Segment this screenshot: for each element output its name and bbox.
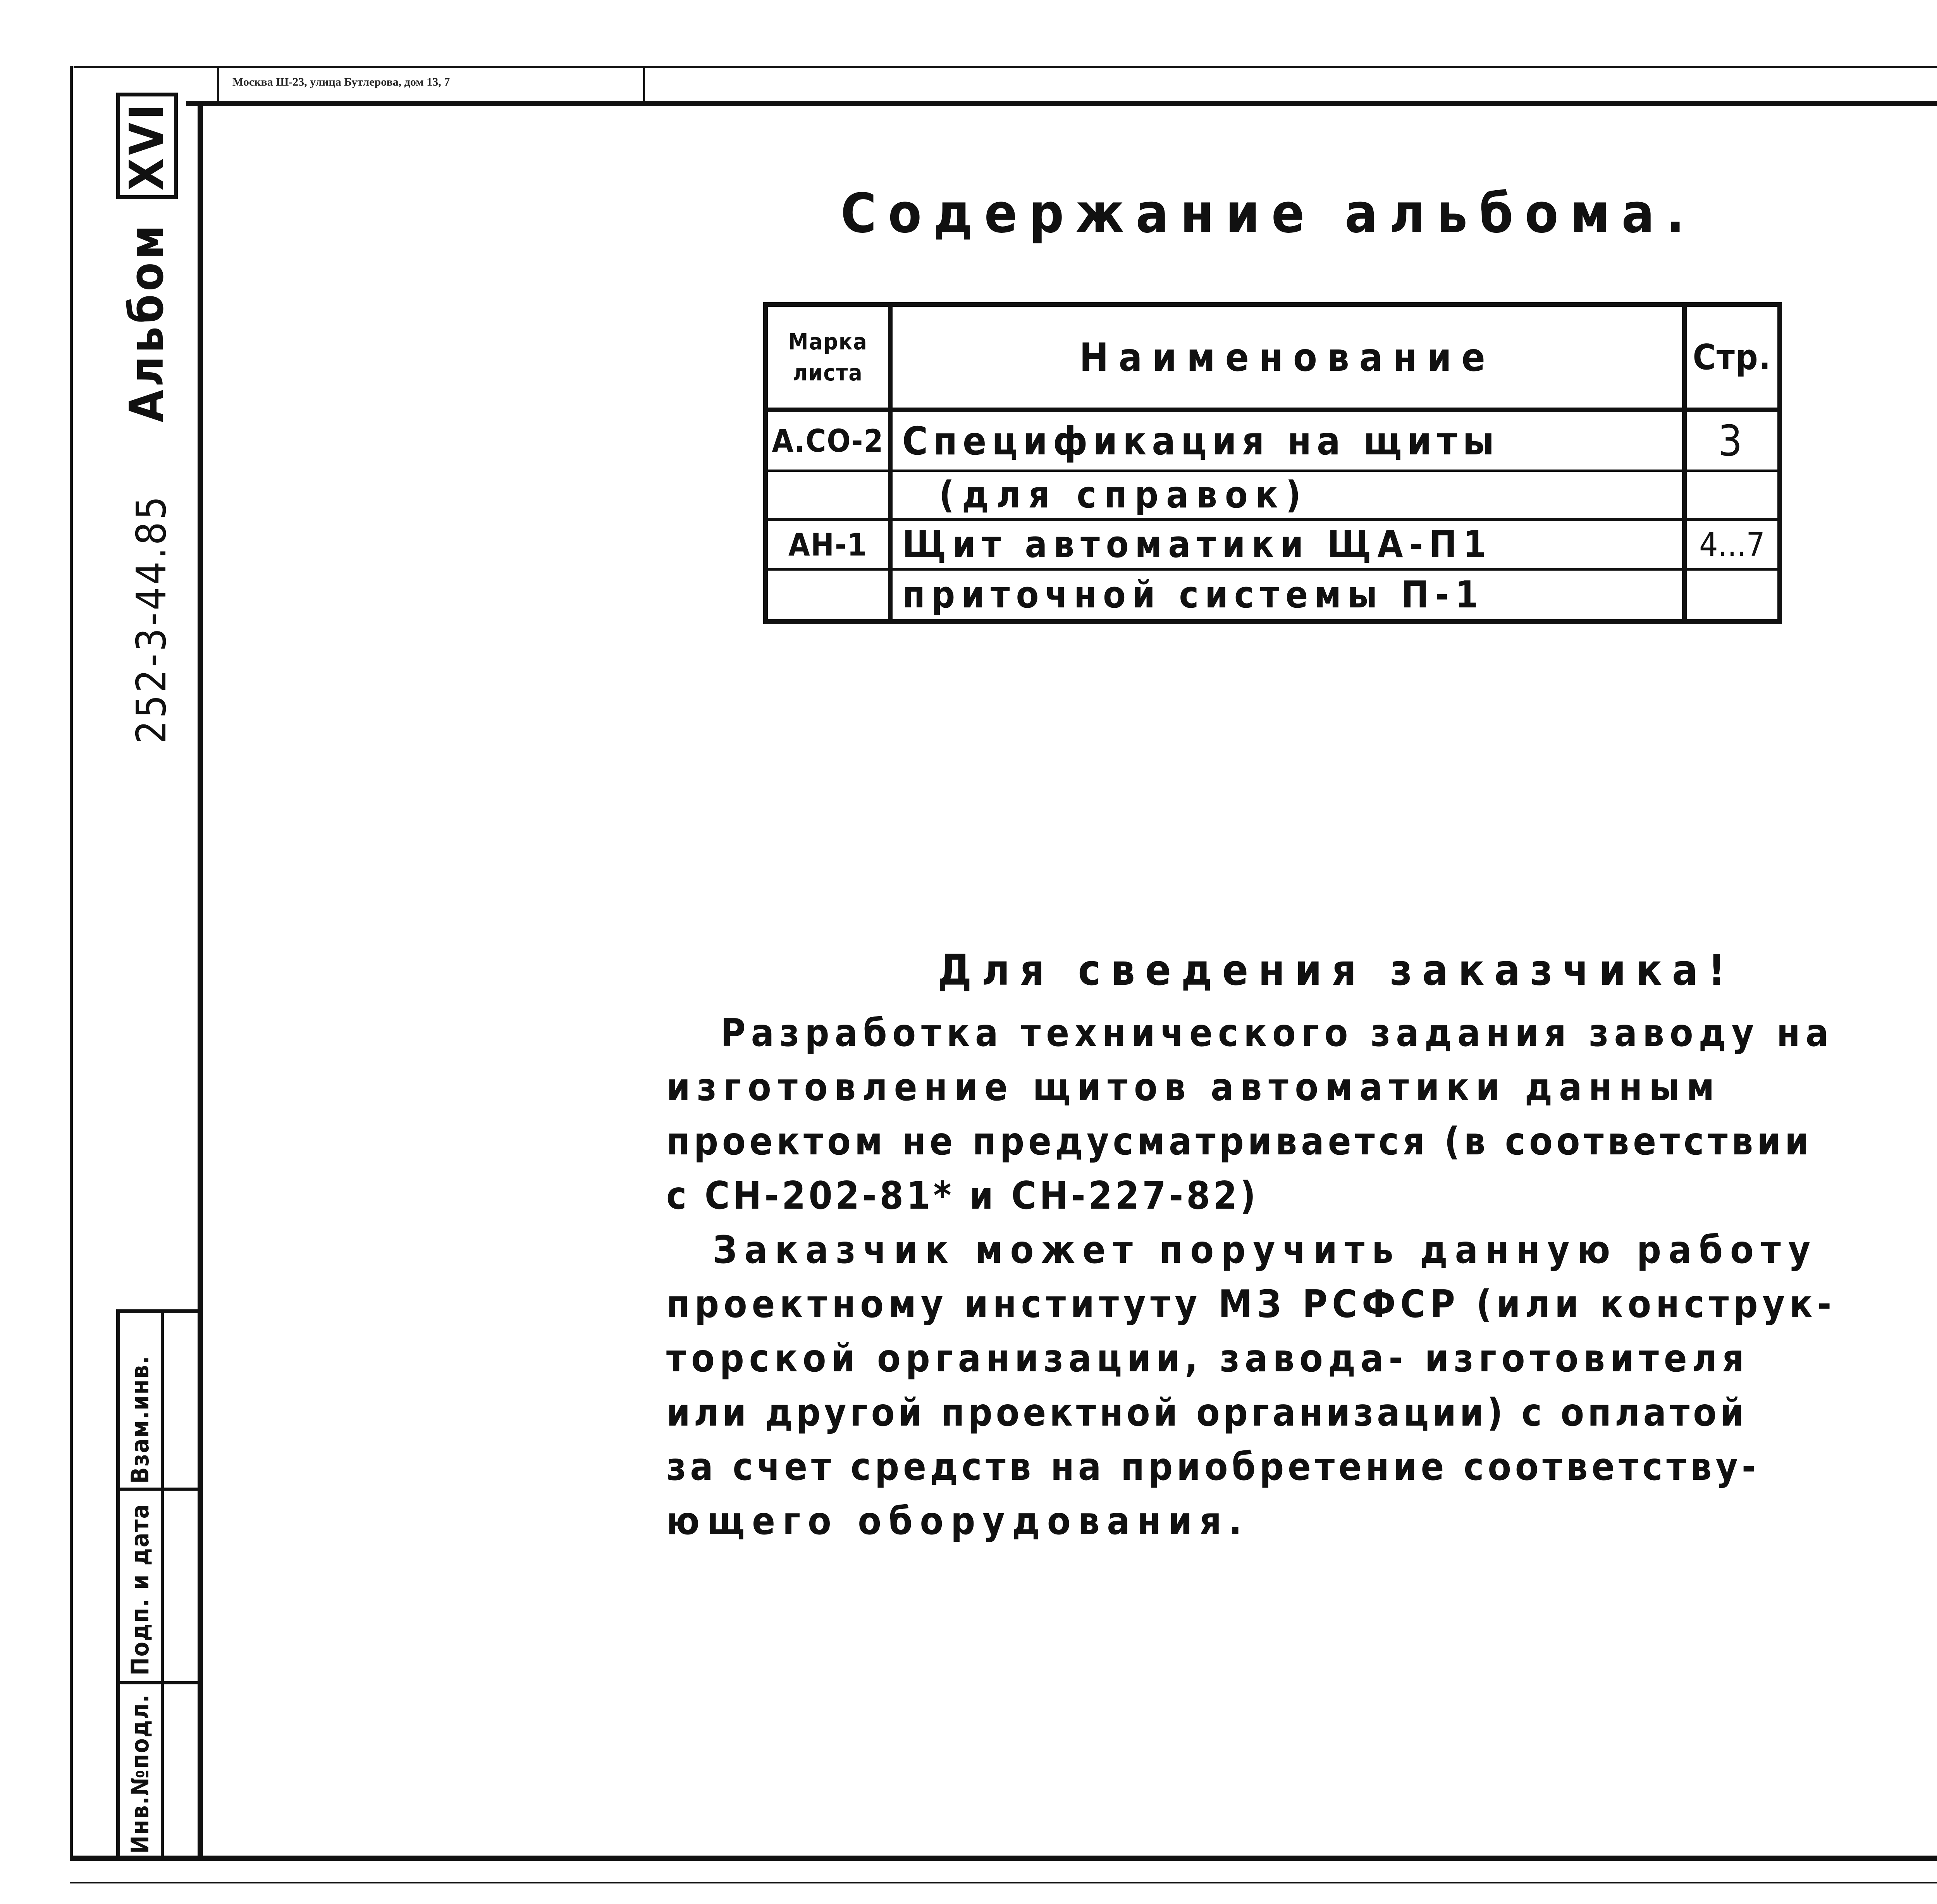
notice-line-5: Заказчик может поручить данную работу xyxy=(713,1228,1818,1272)
stamp-box-left xyxy=(217,68,219,105)
toc-title: Содержание альбома. xyxy=(841,182,1696,245)
notice-line-3: проектом не предусматривается (в соответствии xyxy=(666,1120,1813,1164)
col-divider-1 xyxy=(888,307,893,619)
notice-line-1: Разработка технического задания заводу на xyxy=(721,1011,1834,1055)
notice-line-9: за счет средств на приобретение соответству- xyxy=(666,1445,1760,1489)
row-2-mark xyxy=(768,472,888,518)
left-stamp-block xyxy=(116,1309,201,1859)
col-header-name: Наименование xyxy=(1079,334,1495,380)
stamp-cell-sign: Подп. и дата xyxy=(126,1503,154,1675)
stamp-box-right xyxy=(643,68,645,105)
stamp-row-divider-2 xyxy=(120,1681,201,1684)
row-4-page xyxy=(1687,571,1777,619)
notice-line-8: или другой проектной организации) с оплатой xyxy=(666,1391,1748,1435)
stamp-cell-inv: Инв.№подл. xyxy=(126,1694,154,1854)
notice-line-2: изготовление щитов автоматики данным xyxy=(666,1065,1721,1109)
row-3-mark: АН-1 xyxy=(788,526,867,563)
row-1-page: 3 xyxy=(1718,416,1746,466)
row-3-page: 4...7 xyxy=(1699,525,1765,564)
frame-bottom xyxy=(70,1856,1937,1861)
album-word: Альбом xyxy=(120,222,174,422)
frame-top xyxy=(186,101,1937,106)
row-4-name: приточной системы П-1 xyxy=(902,573,1485,616)
stamp-row-divider-1 xyxy=(120,1488,201,1491)
row-2-name: (для справок) xyxy=(939,473,1309,516)
row-4-mark xyxy=(768,571,888,619)
header-divider xyxy=(768,408,1777,412)
row-2-page xyxy=(1687,472,1777,518)
project-code: 252-3-44.85 xyxy=(128,494,175,744)
notice-line-7: торской организации, завода- изготовителя xyxy=(666,1336,1749,1381)
col-divider-2 xyxy=(1682,307,1687,619)
stamp-cell-replace: Взам.инв. xyxy=(126,1355,154,1484)
toc-table xyxy=(763,302,1782,624)
frame-bottom-outer xyxy=(70,1882,1937,1883)
frame-top-outer xyxy=(74,66,1937,68)
album-label xyxy=(120,93,174,422)
col-header-mark: Марка листа xyxy=(788,329,868,386)
notice-line-6: проектному институту МЗ РСФСР (или конструк- xyxy=(666,1282,1836,1326)
notice-line-4: с СН-202-81* и СН-227-82) xyxy=(666,1174,1259,1218)
stamp-inner-divider xyxy=(161,1313,164,1859)
row-1-name: Спецификация на щиты xyxy=(902,418,1500,464)
row-3-name: Щит автоматики ЩА-П1 xyxy=(902,523,1493,566)
row-divider-2 xyxy=(768,518,1777,521)
notice-heading: Для сведения заказчика! xyxy=(938,945,1736,995)
frame-left-outer xyxy=(70,66,73,1859)
row-1-mark: А.СО-2 xyxy=(772,423,884,459)
address-stamp: Москва Ш-23, улица Бутлерова, дом 13, 7 xyxy=(232,76,450,88)
notice-line-10: ющего оборудования. xyxy=(666,1499,1249,1543)
col-header-page: Стр. xyxy=(1693,337,1772,378)
album-number: XVI xyxy=(116,93,178,199)
